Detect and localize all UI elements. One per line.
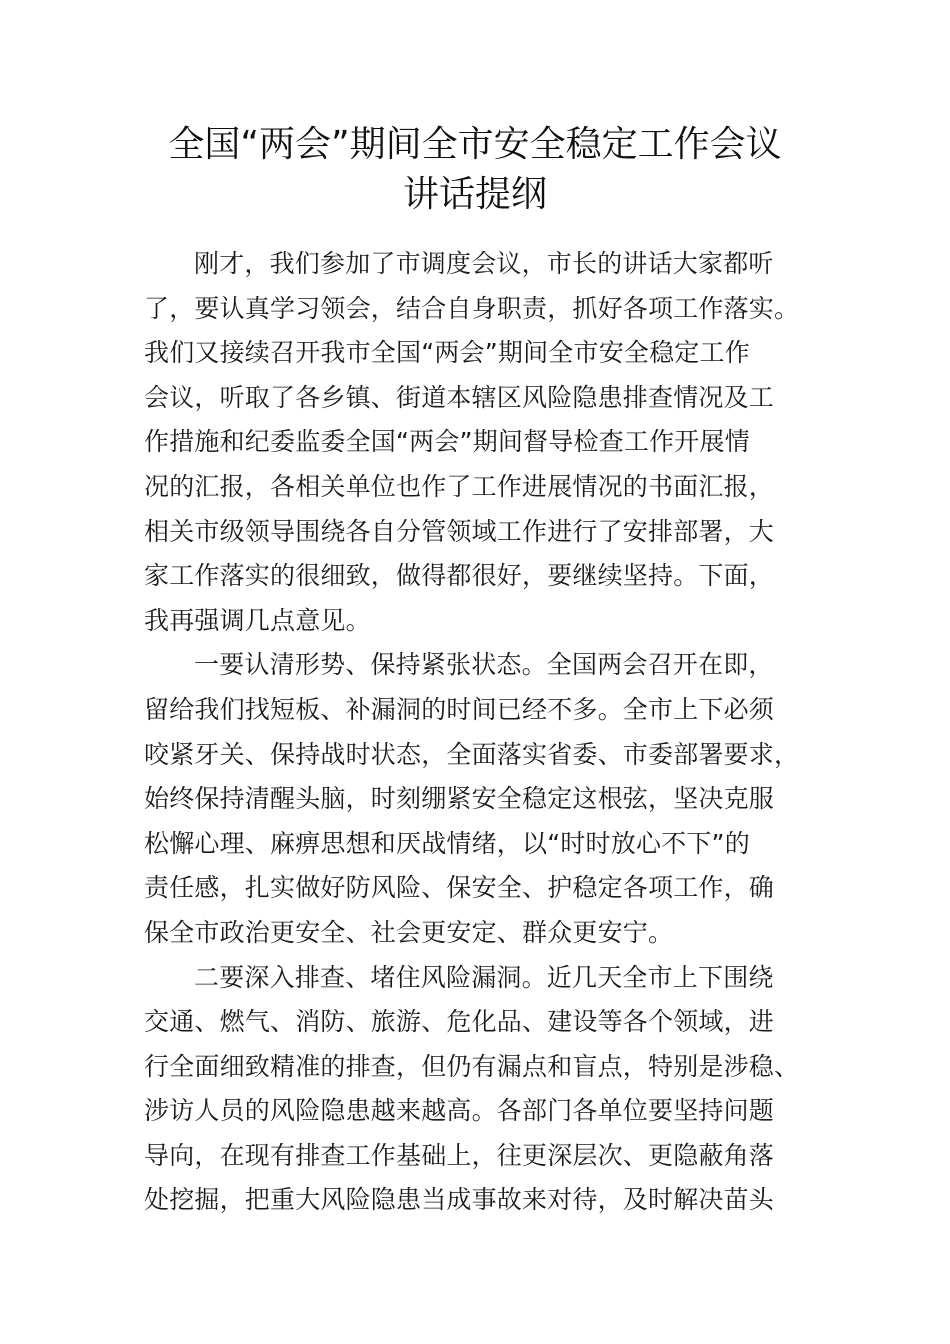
paragraph-line: 留给我们找短板、补漏洞的时间已经不多。全市上下必须 bbox=[144, 694, 775, 724]
paragraph-1 bbox=[144, 242, 824, 643]
paragraph-line: 刚才，我们参加了市调度会议，市长的讲话大家都听 bbox=[194, 249, 774, 278]
paragraph-line: 我再强调几点意见。 bbox=[144, 605, 371, 635]
paragraph-line: 始终保持清醒头脑，时刻绷紧安全稳定这根弦，坚决克服 bbox=[144, 784, 775, 814]
paragraph-line: 涉访人员的风险隐患越来越高。各部门各单位要坚持问题 bbox=[144, 1096, 775, 1126]
paragraph-line: 况的汇报，各相关单位也作了工作进展情况的书面汇报， bbox=[144, 471, 775, 501]
paragraph-line: 家工作落实的很细致，做得都很好，要继续坚持。下面， bbox=[144, 561, 775, 591]
paragraph-line: 相关市级领导围绕各自分管领域工作进行了安排部署，大 bbox=[144, 516, 775, 546]
paragraph-line: 我们又接续召开我市全国“两会”期间全市安全稳定工作 bbox=[144, 338, 750, 368]
paragraph-line: 二要深入排查、堵住风险漏洞。近几天全市上下围绕 bbox=[194, 962, 774, 992]
paragraph-line: 处挖掘，把重大风险隐患当成事故来对待，及时解决苗头 bbox=[144, 1185, 775, 1215]
paragraph-line: 一要认清形势、保持紧张状态。全国两会召开在即， bbox=[194, 650, 774, 680]
paragraph-line: 导向，在现有排查工作基础上，往更深层次、更隐蔽角落 bbox=[144, 1140, 775, 1170]
document-title-line-2: 讲话提纲 bbox=[402, 174, 547, 215]
document-body bbox=[144, 242, 824, 1223]
paragraph-line: 了，要认真学习领会，结合自身职责，抓好各项工作落实。 bbox=[144, 293, 800, 323]
paragraph-line: 咬紧牙关、保持战时状态，全面落实省委、市委部署要求， bbox=[144, 739, 800, 769]
paragraph-line: 松懈心理、麻痹思想和厌战情绪，以“时时放心不下”的 bbox=[144, 828, 750, 858]
paragraph-3 bbox=[144, 956, 824, 1224]
paragraph-2 bbox=[144, 643, 824, 955]
document-title-line-1: 全国“两会”期间全市安全稳定工作会议 bbox=[168, 124, 782, 165]
paragraph-line: 作措施和纪委监委全国“两会”期间督导检查工作开展情 bbox=[144, 427, 750, 457]
paragraph-line: 责任感，扎实做好防风险、保安全、护稳定各项工作，确 bbox=[144, 873, 775, 903]
paragraph-line: 交通、燃气、消防、旅游、危化品、建设等各个领域，进 bbox=[144, 1007, 775, 1037]
paragraph-line: 行全面细致精准的排查，但仍有漏点和盲点，特别是涉稳、 bbox=[144, 1051, 800, 1081]
paragraph-line: 保全市政治更安全、社会更安定、群众更安宁。 bbox=[144, 917, 674, 947]
paragraph-line: 会议，听取了各乡镇、街道本辖区风险隐患排查情况及工 bbox=[144, 382, 775, 412]
